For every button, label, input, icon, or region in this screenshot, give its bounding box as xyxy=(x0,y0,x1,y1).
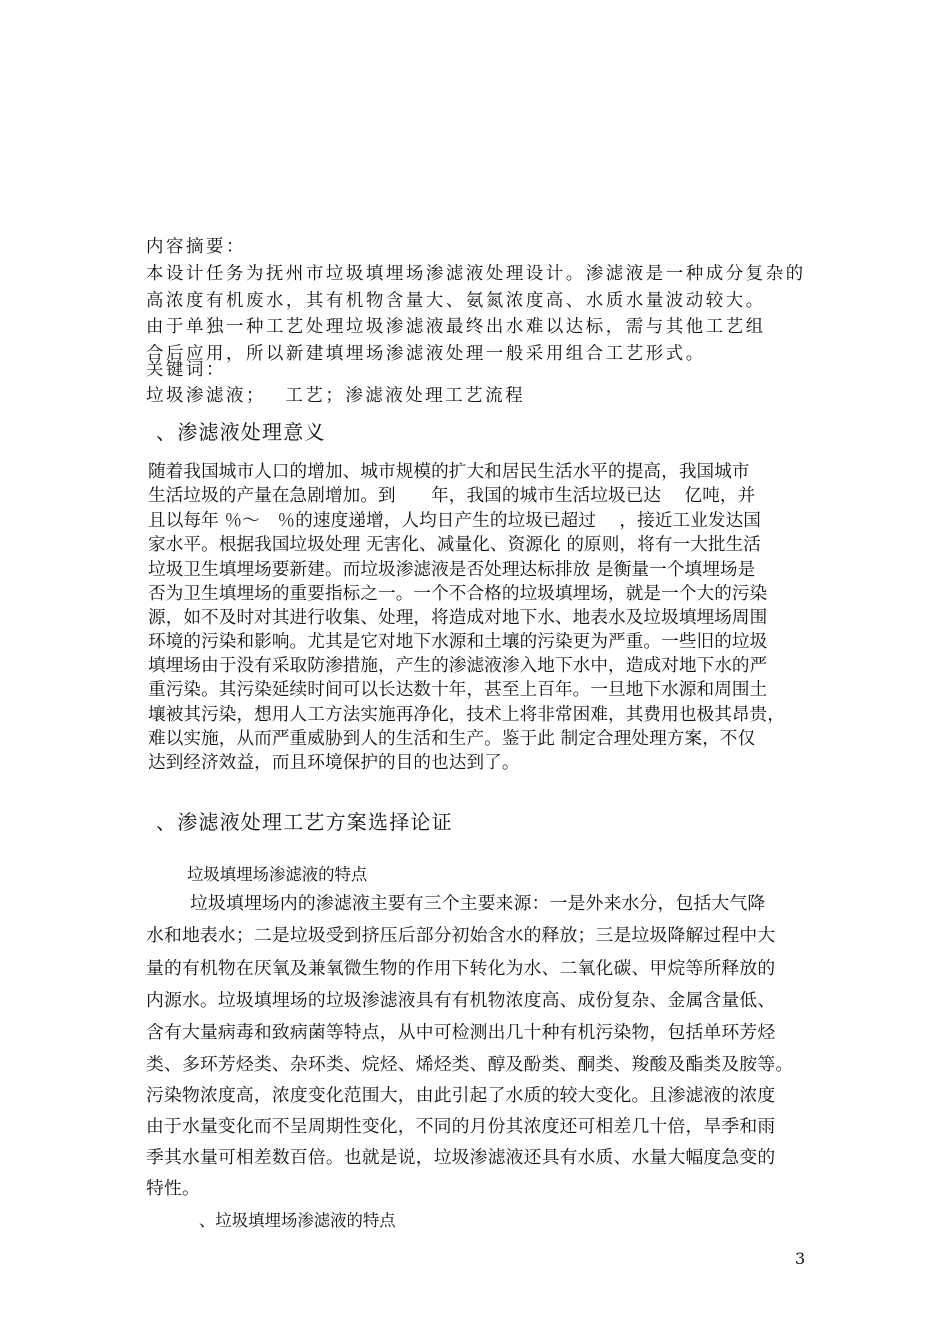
paragraph-line: 污染物浓度高，浓度变化范围大，由此引起了水质的较大变化。且渗滤液的浓度 xyxy=(146,1085,776,1106)
abstract-line: 本设计任务为抚州市垃圾填埋场渗滤液处理设计。渗滤液是一种成分复杂的 xyxy=(146,264,806,284)
paragraph-line: 难以实施，从而严重威胁到人的生活和生产。鉴于此 制定合理处理方案，不仅 xyxy=(148,729,756,749)
keywords: 垃圾渗滤液； 工艺；渗滤液处理工艺流程 xyxy=(146,386,526,406)
section-heading: 、渗滤液处理意义 xyxy=(156,420,326,444)
paragraph-line: 特性。 xyxy=(146,1178,200,1199)
paragraph-line: 生活垃圾的产量在急剧增加。到 年，我国的城市生活垃圾已达 亿吨，并 xyxy=(148,486,756,506)
paragraph-line: 达到经济效益，而且环境保护的目的也达到了。 xyxy=(148,753,520,773)
section-heading: 、渗滤液处理工艺方案选择论证 xyxy=(156,810,453,834)
paragraph-line: 环境的污染和影响。尤其是它对地下水源和土壤的污染更为严重。一些旧的垃圾 xyxy=(148,632,768,652)
paragraph-line: 含有大量病毒和致病菌等特点，从中可检测出几十种有机污染物，包括单环芳烃 xyxy=(146,1022,776,1043)
keywords-label: 关键词： xyxy=(146,360,226,380)
abstract-label: 内容摘要： xyxy=(146,237,246,257)
subsection-heading: 垃圾填埋场渗滤液的特点 xyxy=(187,865,368,884)
paragraph-line: 垃圾卫生填埋场要新建。而垃圾渗滤液是否处理达标排放 是衡量一个填埋场是 xyxy=(148,560,756,580)
abstract-line: 由于单独一种工艺处理垃圾渗滤液最终出水难以达标，需与其他工艺组 xyxy=(146,317,766,337)
paragraph-line: 由于水量变化而不呈周期性变化，不同的月份其浓度还可相差几十倍，旱季和雨 xyxy=(146,1116,776,1137)
paragraph-line: 家水平。根据我国垃圾处理 无害化、减量化、资源化 的原则，将有一大批生活 xyxy=(148,535,761,555)
page-number: 3 xyxy=(795,1249,806,1268)
subsection-heading: 、垃圾填埋场渗滤液的特点 xyxy=(199,1211,396,1230)
paragraph-line: 量的有机物在厌氧及兼氧微生物的作用下转化为水、二氧化碳、甲烷等所释放的 xyxy=(146,958,776,979)
abstract-line: 高浓度有机废水，其有机物含量大、氨氮浓度高、水质水量波动较大。 xyxy=(146,291,766,311)
paragraph-line: 随着我国城市人口的增加、城市规模的扩大和居民生活水平的提高，我国城市 xyxy=(148,462,750,482)
paragraph-line: 否为卫生填埋场的重要指标之一。一个不合格的垃圾填埋场，就是一个大的污染 xyxy=(148,584,768,604)
paragraph-line: 填埋场由于没有采取防渗措施，产生的渗滤液渗入地下水中，造成对地下水的严 xyxy=(148,656,768,676)
paragraph-line: 水和地表水；二是垃圾受到挤压后部分初始含水的释放；三是垃圾降解过程中大 xyxy=(146,925,776,946)
paragraph-line: 类、多环芳烃类、杂环类、烷烃、烯烃类、醇及酚类、酮类、羧酸及酯类及胺等。 xyxy=(146,1054,794,1075)
paragraph-line: 源，如不及时对其进行收集、处理，将造成对地下水、地表水及垃圾填埋场周围 xyxy=(148,608,768,628)
paragraph-line: 垃圾填埋场内的渗滤液主要有三个主要来源：一是外来水分，包括大气降 xyxy=(190,893,766,914)
paragraph-line: 壤被其污染，想用人工方法实施再净化，技术上将非常困难，其费用也极其昂贵， xyxy=(148,705,785,725)
abstract-line: 合后应用，所以新建填埋场渗滤液处理一般采用组合工艺形式。 xyxy=(146,344,706,364)
paragraph-line: 重污染。其污染延续时间可以长达数十年，甚至上百年。一旦地下水源和周围土 xyxy=(148,680,768,700)
paragraph-line: 季其水量可相差数百倍。也就是说，垃圾渗滤液还具有水质、水量大幅度急变的 xyxy=(146,1147,776,1168)
paragraph-line: 且以每年 ％～ ％的速度递增，人均日产生的垃圾已超过 ，接近工业发达国 xyxy=(148,511,761,531)
paragraph-line: 内源水。垃圾填埋场的垃圾渗滤液具有有机物浓度高、成份复杂、金属含量低、 xyxy=(146,990,776,1011)
